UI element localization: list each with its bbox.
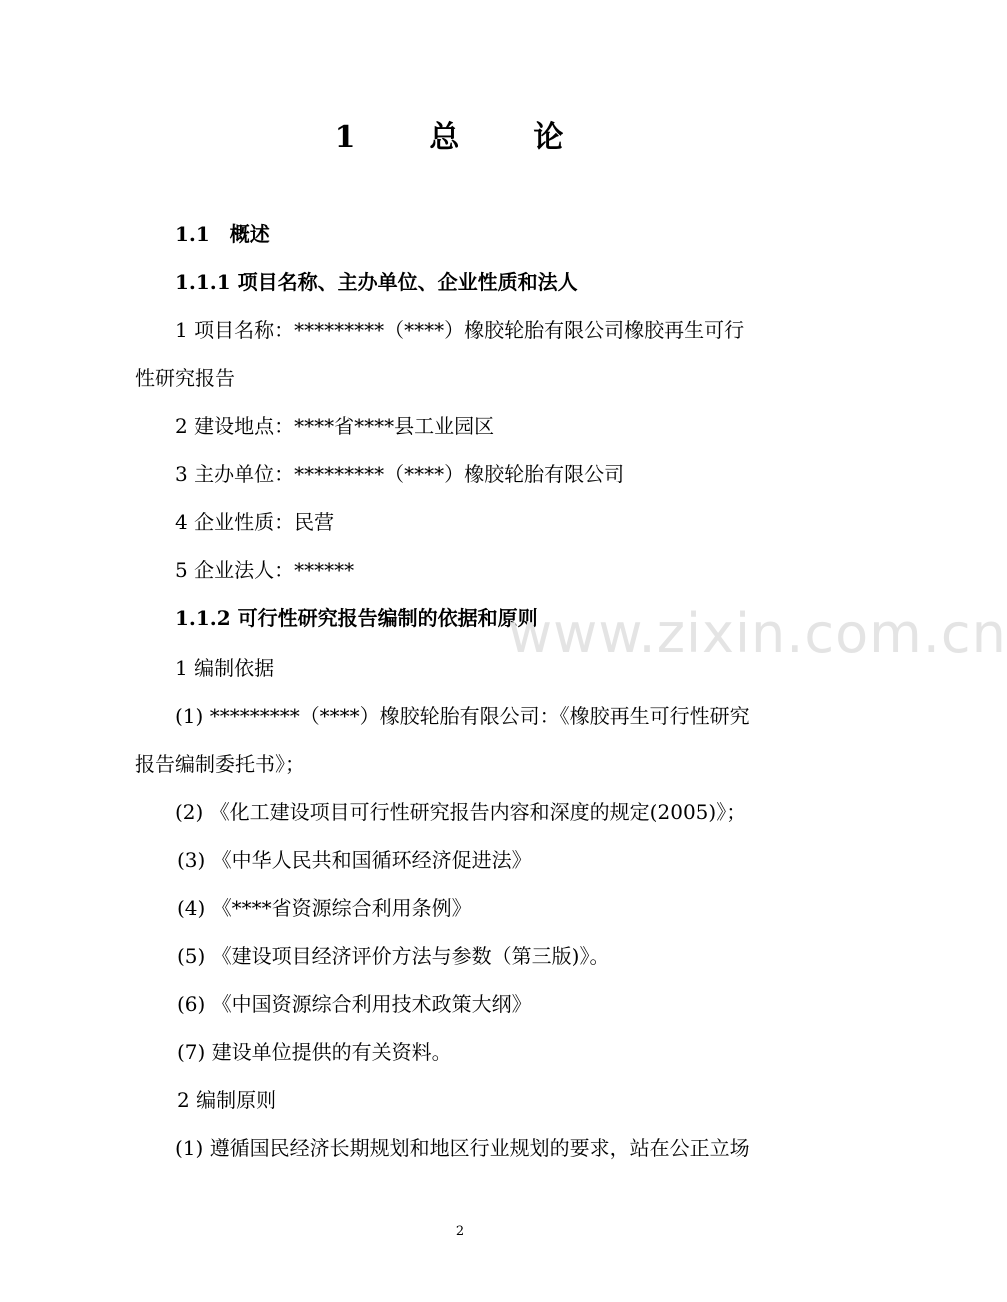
basis-item-3: (3) 《中华人民共和国循环经济促进法》	[177, 848, 532, 872]
project-name-line: 1 项目名称：*********（****）橡胶轮胎有限公司橡胶再生可行	[175, 318, 745, 342]
location-line: 2 建设地点：****省****县工业园区	[175, 414, 495, 438]
basis-item-7: (7) 建设单位提供的有关资料。	[177, 1040, 452, 1064]
page-number: 2	[455, 1224, 465, 1239]
section-heading-1-1-2: 1.1.2 可行性研究报告编制的依据和原则	[175, 606, 538, 630]
section-heading-1-1: 1.1 概述	[175, 222, 270, 246]
principles-heading: 2 编制原则	[177, 1088, 277, 1112]
project-name-line-cont: 性研究报告	[135, 366, 235, 390]
sponsor-line: 3 主办单位：*********（****）橡胶轮胎有限公司	[175, 462, 625, 486]
basis-heading: 1 编制依据	[175, 656, 275, 680]
watermark: www.zixin.com.cn	[508, 602, 1007, 665]
chapter-title: 1 总 论	[334, 120, 586, 155]
basis-item-2: (2) 《化工建设项目可行性研究报告内容和深度的规定(2005)》；	[175, 800, 747, 824]
legal-person-line: 5 企业法人：******	[175, 558, 355, 582]
basis-item-6: (6) 《中国资源综合利用技术政策大纲》	[177, 992, 532, 1016]
basis-item-1: (1) *********（****）橡胶轮胎有限公司：《橡胶再生可行性研究	[175, 704, 750, 728]
enterprise-nature-line: 4 企业性质：民营	[175, 510, 335, 534]
basis-item-5: (5) 《建设项目经济评价方法与参数（第三版)》。	[177, 944, 610, 968]
basis-item-4: (4) 《****省资源综合利用条例》	[177, 896, 472, 920]
section-heading-1-1-1: 1.1.1 项目名称、主办单位、企业性质和法人	[175, 270, 578, 294]
principle-item-1: (1) 遵循国民经济长期规划和地区行业规划的要求，站在公正立场	[175, 1136, 750, 1160]
basis-item-1-cont: 报告编制委托书》；	[135, 752, 305, 776]
